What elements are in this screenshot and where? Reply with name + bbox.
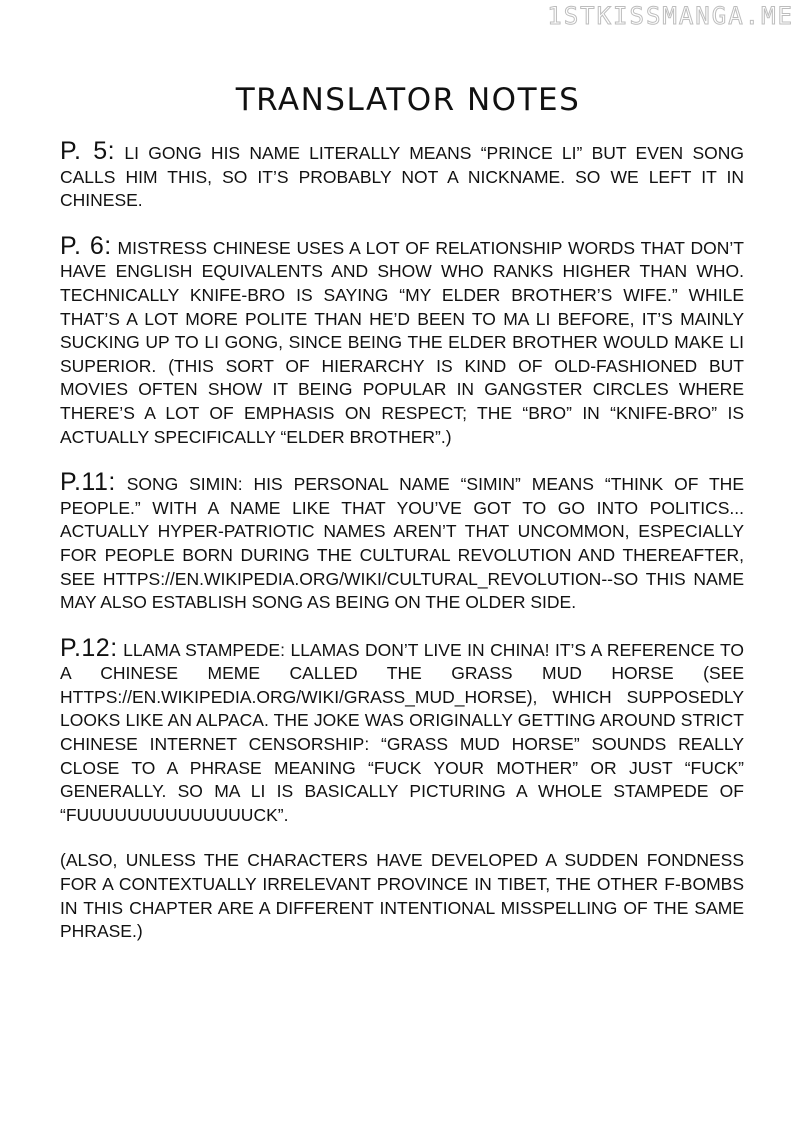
note-reference: P.11: (60, 468, 116, 497)
note-page-12 (60, 633, 744, 828)
note-text: SONG SIMIN: HIS PERSONAL NAME “SIMIN” MEANS “THINK OF THE PEOPLE.” WITH A NAME LIKE THAT YOU’VE GOT TO GO INTO POLITICS... ACTUALLY HYPER-PATRIOTIC NAMES AREN’T THAT UNCOMMON, ESPECIALLY FOR PEOPLE BORN DURING THE CULTURAL REVOLUTION AND THEREAFTER, SEE HTTPS://EN.WIKIPEDIA.ORG/WIKI/CULTURAL_REVOLUTION--SO THIS NAME MAY ALSO ESTABLISH SONG AS BEING ON THE OLDER SIDE. (60, 474, 744, 613)
note-page-6 (60, 231, 744, 449)
page-title: TRANSLATOR NOTES (235, 82, 581, 118)
note-addendum (60, 849, 744, 943)
note-page-11 (60, 468, 744, 615)
note-reference: P. 5: (60, 137, 116, 165)
note-text: MISTRESS CHINESE USES A LOT OF RELATIONSHIP WORDS THAT DON’T HAVE ENGLISH EQUIVALENTS AND SHOW WHO RANKS HIGHER THAN WHO. TECHNICALLY KNIFE-BRO IS SAYING “MY ELDER BROTHER’S WIFE.” WHILE THAT’S A LOT MORE POLITE THAN HE’D BEEN TO MA LI BEFORE, IT’S MAINLY SUCKING UP TO LI GONG, SINCE BEING THE ELDER BROTHER WOULD MAKE LI SUPERIOR. (THIS SORT OF HIERARCHY IS KIND OF OLD-FASHIONED BUT MOVIES OFTEN SHOW IT BEING POPULAR IN GANGSTER CIRCLES WHERE THERE’S A LOT OF EMPHASIS ON RESPECT; THE “BRO” IN “KNIFE-BRO” IS ACTUALLY SPECIFICALLY “ELDER BROTHER”.) (60, 237, 744, 447)
note-text: LLAMA STAMPEDE: LLAMAS DON’T LIVE IN CHINA! IT’S A REFERENCE TO A CHINESE MEME CALLED THE GRASS MUD HORSE (SEE HTTPS://EN.WIKIPEDIA.ORG/WIKI/GRASS_MUD_HORSE), WHICH SUPPOSEDLY LOOKS LIKE AN ALPACA. THE JOKE WAS ORIGINALLY GETTING AROUND STRICT CHINESE INTERNET CENSORSHIP: “GRASS MUD HORSE” SOUNDS REALLY CLOSE TO A PHRASE MEANING “FUCK YOUR MOTHER” OR JUST “FUCK” GENERALLY. SO MA LI IS BASICALLY PICTURING A WHOLE STAMPEDE OF “FUUUUUUUUUUUUUUCK”. (60, 639, 744, 825)
note-text: (ALSO, UNLESS THE CHARACTERS HAVE DEVELOPED A SUDDEN FONDNESS FOR A CONTEXTUALLY IRRELEVANT PROVINCE IN TIBET, THE OTHER F-BOMBS IN THIS CHAPTER ARE A DIFFERENT INTENTIONAL MISSPELLING OF THE SAME PHRASE.) (60, 850, 744, 942)
note-page-5 (60, 137, 744, 213)
watermark-logo: 1STKISSMANGA.ME (547, 2, 794, 30)
note-text: LI GONG HIS NAME LITERALLY MEANS “PRINCE LI” BUT EVEN SONG CALLS HIM THIS, SO IT’S PROBABLY NOT A NICKNAME. SO WE LEFT IT IN CHINESE. (60, 143, 744, 211)
note-reference: P. 6: (60, 231, 112, 260)
translator-notes (60, 137, 744, 966)
note-reference: P.12: (60, 633, 118, 662)
